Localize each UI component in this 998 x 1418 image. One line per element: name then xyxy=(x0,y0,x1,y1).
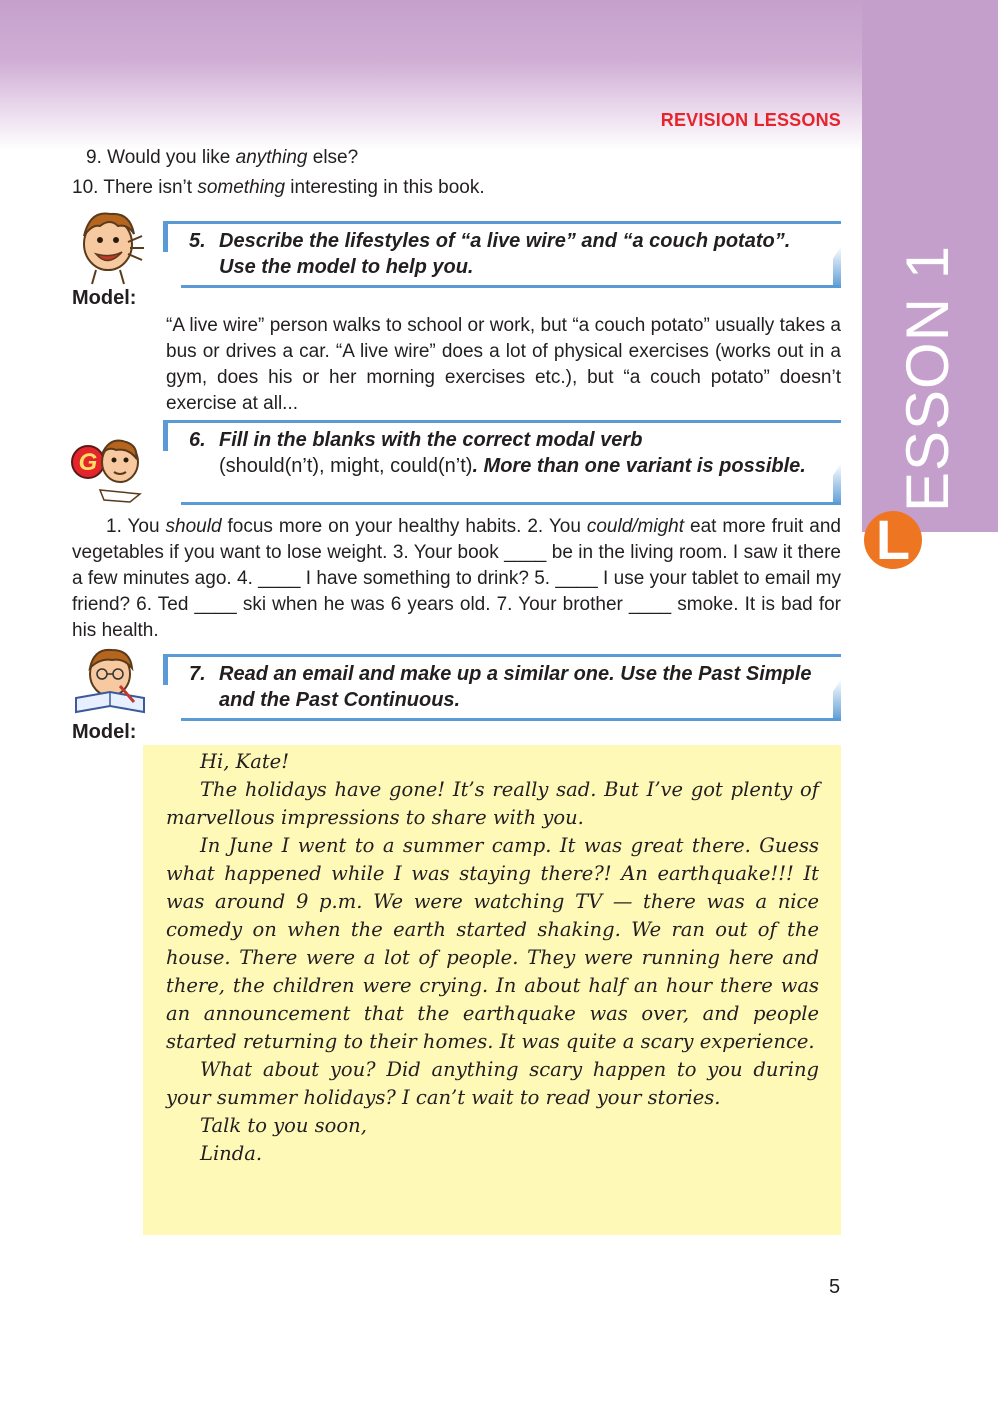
model-email xyxy=(166,748,819,1168)
writing-boy-icon xyxy=(70,646,150,716)
exercise-answer: could/might xyxy=(586,516,685,537)
task-number: 6. xyxy=(189,429,206,451)
exercise-text: 1. You xyxy=(106,516,166,537)
lesson-tab-letter: L xyxy=(875,508,911,571)
speaking-boy-icon xyxy=(70,206,150,286)
model-label: Model: xyxy=(72,721,137,743)
task-7-banner xyxy=(163,654,841,721)
task-text: . More than one variant is possible. xyxy=(472,455,806,477)
lesson-tab-label: ESSON 1 xyxy=(894,244,961,512)
task-text: Read an email and make up a similar one. Use the Past Simple and the Past Continuous. xyxy=(219,663,812,711)
email-paragraph: The holidays have gone! It’s really sad. But I’ve got plenty of marvellous impressions to share with you. xyxy=(166,778,819,829)
exercise-answer: should xyxy=(165,516,222,537)
task-5-banner xyxy=(163,221,841,288)
task-number: 5. xyxy=(189,230,206,252)
grammar-boy-icon xyxy=(70,432,150,504)
task-5-model-text: “A live wire” person walks to school or work, but “a couch potato” usually takes a bus or drives a car. “A live wire” does a lot of physical exercises (works out in a gym, does his or her morning exercises etc.), but “a couch potato” doesn’t exercise at all... xyxy=(166,315,841,414)
item-9 xyxy=(86,145,358,171)
task-text-plain: (should(n’t), might, could(n’t) xyxy=(219,455,473,477)
item-text: else? xyxy=(307,147,359,168)
email-closing: Talk to you soon, xyxy=(200,1114,367,1137)
exercise-text: eat more fruit and vegetables if you want to lose weight. 3. Your book ____ be in the living room. I saw it there a few minutes ago. 4. ____ I have something to drink? 5. ____ I use your tablet to email my friend? 6. Ted ____ ski when he was 6 years old. 7. Your brother ____ smoke. It is bad for his health. xyxy=(72,516,841,641)
running-head: REVISION LESSONS xyxy=(660,110,841,130)
task-text: Fill in the blanks with the correct modal verb xyxy=(219,429,643,451)
email-paragraph: In June I went to a summer camp. It was great there. Guess what happened while I was staying there?! An earthquake!!! It was around 9 p.m. We were watching TV — there was a nice comedy on when the earth started shaking. We ran out of the house. There were a lot of people. They were running here and there, the children were crying. In about half an hour there was an announcement that the earthquake was over, and people started returning to their homes. It was quite a scary experience. xyxy=(166,834,819,1053)
grammar-letter: G xyxy=(78,449,98,476)
task-6-exercise xyxy=(72,514,841,644)
model-label: Model: xyxy=(72,287,137,309)
task-5-instruction xyxy=(163,224,841,286)
email-greeting: Hi, Kate! xyxy=(200,750,290,773)
task-7-instruction xyxy=(163,657,841,719)
item-emphasis: anything xyxy=(235,147,308,168)
email-paragraph: What about you? Did anything scary happen to you during your summer holidays? I can’t wait to read your stories. xyxy=(166,1058,819,1109)
email-signature: Linda. xyxy=(200,1142,263,1165)
task-text: Describe the lifestyles of “a live wire” and “a couch potato”. Use the model to help you. xyxy=(219,230,791,278)
item-number: 9. xyxy=(86,147,102,168)
page-number: 5 xyxy=(829,1276,841,1298)
item-text: There isn’t xyxy=(103,177,198,198)
item-10 xyxy=(72,175,485,201)
task-6-banner xyxy=(163,420,841,505)
item-text: Would you like xyxy=(107,147,236,168)
item-number: 10. xyxy=(72,177,99,198)
item-text: interesting in this book. xyxy=(285,177,485,198)
item-emphasis: something xyxy=(197,177,286,198)
exercise-text: focus more on your healthy habits. 2. You xyxy=(221,516,587,537)
task-number: 7. xyxy=(189,663,206,685)
task-6-instruction xyxy=(163,423,841,485)
